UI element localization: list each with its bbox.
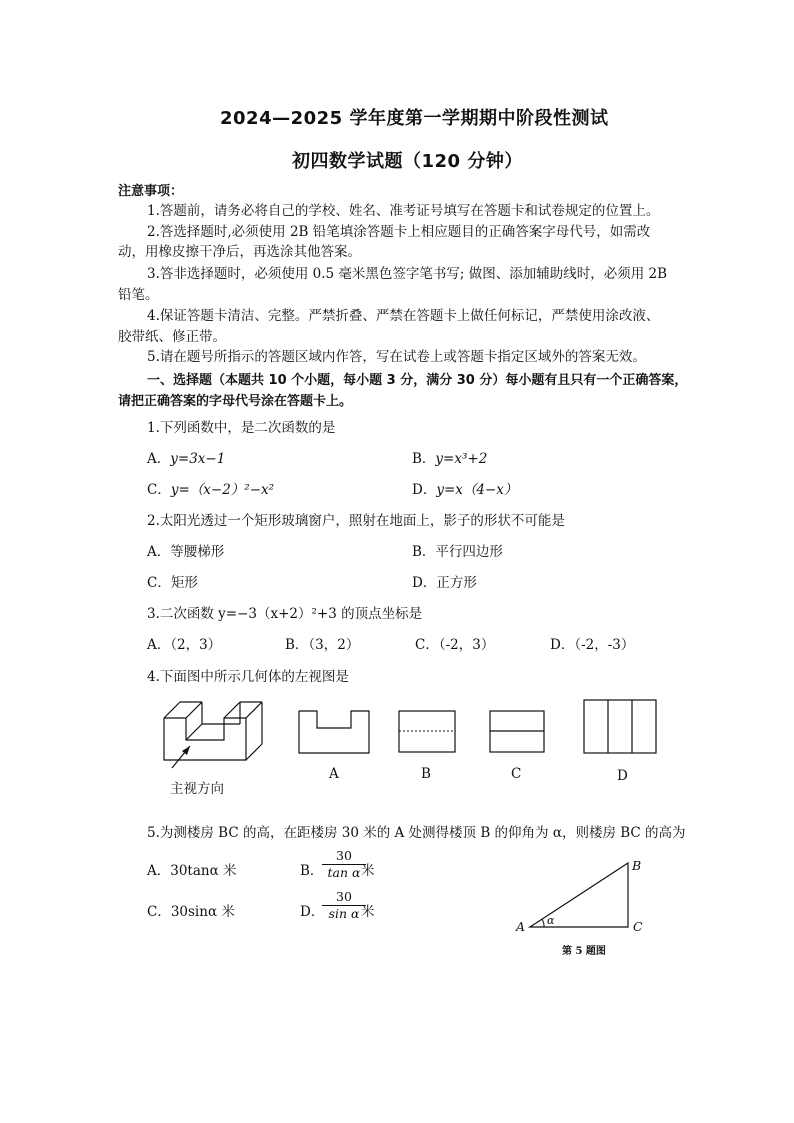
- q3-option-c: C．（-2，3）: [415, 637, 495, 653]
- note-1: 1.答题前，请务必将自己的学校、姓名、准考证号填写在答题卡和试卷规定的位置上。: [147, 203, 660, 219]
- q4-option-d-label: D: [617, 768, 628, 784]
- q5-point-a: A: [516, 919, 526, 934]
- notes-heading: 注意事项：: [118, 184, 184, 199]
- q5-option-d-fraction: [322, 889, 366, 922]
- q1-option-b: B．y=x³+2: [412, 451, 488, 467]
- note-2b: 动，用橡皮擦干净后，再选涂其他答案。: [118, 244, 361, 260]
- q5-b-denominator: tan α: [327, 865, 361, 880]
- q5-option-a: A．30tanα 米: [147, 863, 237, 879]
- q3-stem: 3.二次函数 y=−3（x+2）²+3 的顶点坐标是: [147, 606, 423, 622]
- q5-angle-alpha: α: [547, 914, 555, 927]
- q4-option-c-figure: [489, 710, 547, 754]
- note-5: 5.请在题号所指示的答题区域内作答，写在试卷上或答题卡指定区域外的答案无效。: [147, 349, 646, 365]
- q5-d-numerator: 30: [322, 889, 366, 906]
- q5-point-b: B: [632, 858, 642, 873]
- q5-stem: 5.为测楼房 BC 的高，在距楼房 30 米的 A 处测得楼顶 B 的仰角为 α，则楼房 BC 的高为: [147, 825, 686, 841]
- q4-option-a-figure: [298, 710, 374, 756]
- q5-option-d-label: D．: [300, 904, 325, 920]
- q2-option-d: D．正方形: [412, 575, 477, 591]
- q4-option-a-label: A: [329, 766, 339, 782]
- q2-stem: 2.太阳光透过一个矩形玻璃窗户，照射在地面上，影子的形状不可能是: [147, 513, 565, 529]
- q5-option-d-unit: 米: [361, 904, 375, 920]
- q4-option-b-label: B: [421, 766, 431, 782]
- q5-d-denominator: sin α: [328, 906, 360, 921]
- q1-option-c: C．y=（x−2）²−x²: [147, 482, 275, 498]
- note-3a: 3.答非选择题时，必须使用 0.5 毫米黑色签字笔书写; 做图、添加辅助线时，必须用 2B: [147, 266, 668, 282]
- q4-stem: 4.下面图中所示几何体的左视图是: [147, 669, 349, 685]
- q3-option-b: B．（3，2）: [285, 637, 360, 653]
- q5-option-b-label: B．: [300, 863, 324, 879]
- q5-option-c: C．30sinα 米: [147, 904, 235, 920]
- q5-b-numerator: 30: [322, 848, 366, 865]
- q5-option-b-unit: 米: [361, 863, 375, 879]
- note-2a: 2.答选择题时,必须使用 2B 铅笔填涂答题卡上相应题目的正确答案字母代号，如需改: [147, 224, 651, 240]
- q1-option-d: D．y=x（4−x）: [412, 482, 518, 498]
- q3-option-a: A．（2，3）: [147, 637, 222, 653]
- q4-option-c-label: C: [511, 766, 522, 782]
- section1-line1: 一、选择题（本题共 10 个小题，每小题 3 分，满分 30 分）每小题有且只有一个正确答案，: [147, 373, 688, 388]
- q1-stem: 1.下列函数中，是二次函数的是: [147, 420, 336, 436]
- q5-triangle-figure: [528, 860, 638, 930]
- q4-option-b-figure: [398, 710, 458, 754]
- section1-line2: 请把正确答案的字母代号涂在答题卡上。: [118, 394, 353, 409]
- q2-option-b: B．平行四边形: [412, 544, 503, 560]
- q5-option-b-fraction: [322, 848, 366, 881]
- q2-option-a: A．等腰梯形: [147, 544, 225, 560]
- note-3b: 铅笔。: [118, 287, 159, 303]
- q4-option-d-figure: [583, 699, 659, 755]
- exam-subtitle: 初四数学试题（120 分钟）: [292, 151, 523, 172]
- q1-option-a: A．y=3x−1: [147, 451, 226, 467]
- q3-option-d: D．（-2，-3）: [550, 637, 635, 653]
- q2-option-c: C．矩形: [147, 575, 198, 591]
- note-4b: 胶带纸、修正带。: [118, 329, 226, 345]
- q4-solid-figure: [160, 698, 270, 788]
- q5-point-c: C: [633, 919, 643, 934]
- q4-direction-label: 主视方向: [170, 781, 224, 797]
- q5-figure-caption: 第 5 题图: [562, 946, 606, 957]
- exam-title: 2024—2025 学年度第一学期期中阶段性测试: [220, 108, 609, 129]
- note-4a: 4.保证答题卡清洁、完整。严禁折叠、严禁在答题卡上做任何标记，严禁使用涂改液、: [147, 308, 660, 324]
